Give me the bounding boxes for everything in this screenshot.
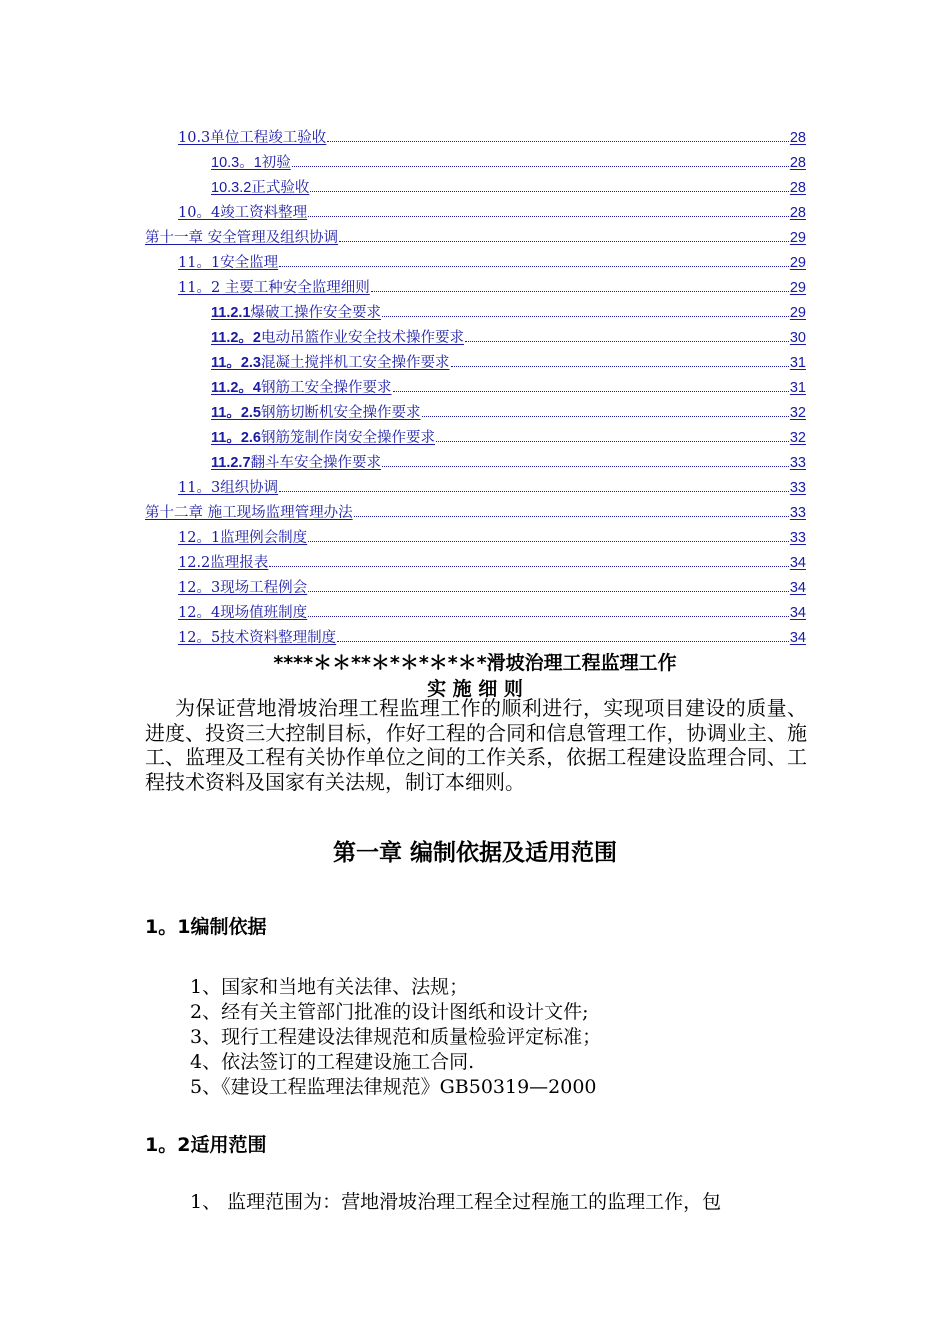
toc-leader	[269, 565, 789, 567]
toc-leader	[279, 490, 789, 492]
toc-entry-12-4[interactable]: 12。4现场值班制度 34	[178, 605, 806, 621]
toc-leader	[292, 165, 789, 167]
toc-entry-12-2[interactable]: 12.2监理报表 34	[178, 555, 806, 571]
toc-entry-11-2-1[interactable]: 11.2.1爆破工操作安全要求 29	[211, 305, 806, 321]
toc-entry-12-5[interactable]: 12。5技术资料整理制度 34	[178, 630, 806, 646]
toc-leader	[339, 240, 789, 242]
section-heading-1-2: 1。2适用范围	[145, 1134, 267, 1156]
toc-leader	[436, 440, 789, 442]
toc-leader	[337, 640, 789, 642]
toc-entry-11-2[interactable]: 11。2 主要工种安全监理细则 29	[178, 280, 806, 296]
toc-entry-10-3-2[interactable]: 10.3.2正式验收 28	[211, 180, 806, 196]
toc-entry-12-1[interactable]: 12。1监理例会制度 33	[178, 530, 806, 546]
toc-leader	[422, 415, 789, 417]
toc-entry-11-3[interactable]: 11。3组织协调 33	[178, 480, 806, 496]
toc-leader	[451, 365, 789, 367]
toc-entry-chapter-11[interactable]: 第十一章 安全管理及组织协调 29	[145, 230, 806, 246]
list-item: 5、《建设工程监理法律规范》GB50319—2000	[190, 1076, 597, 1098]
list-item: 3、现行工程建设法律规范和质量检验评定标准；	[190, 1026, 602, 1048]
list-item: 1、国家和当地有关法律、法规；	[190, 976, 469, 998]
toc-entry-chapter-12[interactable]: 第十二章 施工现场监理管理办法 33	[145, 505, 806, 521]
chapter-heading: 第一章 编制依据及适用范围	[332, 840, 617, 866]
section-heading-1-1: 1。1编制依据	[145, 916, 267, 938]
toc-entry-11-2-3[interactable]: 11。2.3混凝土搅拌机工安全操作要求 31	[211, 355, 806, 371]
toc-leader	[465, 340, 789, 342]
toc-leader	[327, 140, 789, 142]
toc-entry-11-2-5[interactable]: 11。2.5钢筋切断机安全操作要求 32	[211, 405, 806, 421]
toc-leader	[371, 290, 789, 292]
toc-leader	[308, 615, 789, 617]
toc-entry-11-2-2[interactable]: 11.2。2电动吊篮作业安全技术操作要求 30	[211, 330, 806, 346]
toc-entry-11-1[interactable]: 11。1安全监理 29	[178, 255, 806, 271]
toc-leader	[310, 190, 789, 192]
toc-leader	[393, 390, 789, 392]
document-subtitle: 实 施 细 则	[427, 678, 523, 700]
toc-leader	[354, 515, 789, 517]
toc-leader	[279, 265, 789, 267]
list-item: 2、经有关主管部门批准的设计图纸和设计文件;	[190, 1001, 589, 1023]
toc-entry-10-3[interactable]: 10.3单位工程竣工验收 28	[178, 130, 806, 146]
toc-entry-10-3-1[interactable]: 10.3。1初验 28	[211, 155, 806, 171]
toc-entry-11-2-6[interactable]: 11。2.6钢筋笼制作岗安全操作要求 32	[211, 430, 806, 446]
toc-leader	[382, 315, 789, 317]
toc-entry-11-2-7[interactable]: 11.2.7翻斗车安全操作要求 33	[211, 455, 806, 471]
toc-leader	[308, 540, 789, 542]
intro-paragraph: 为保证营地滑坡治理工程监理工作的顺利进行，实现项目建设的质量、进度、投资三大控制目标，作好工程的合同和信息管理工作，协调业主、施工、监理及工程有关协作单位之间的工作关系，依据工程建设监理合同、工程技术资料及国家有关法规，制订本细则。	[145, 696, 807, 794]
toc-leader	[308, 215, 789, 217]
toc-entry-10-4[interactable]: 10。4竣工资料整理 28	[178, 205, 806, 221]
toc-leader	[308, 590, 789, 592]
toc-entry-12-3[interactable]: 12。3现场工程例会 34	[178, 580, 806, 596]
document-title: ****＊＊**＊*＊*＊*＊*滑坡治理工程监理工作	[273, 652, 677, 674]
scope-item: 1、 监理范围为：营地滑坡治理工程全过程施工的监理工作，包	[190, 1191, 722, 1213]
toc-leader	[382, 465, 789, 467]
list-item: 4、依法签订的工程建设施工合同.	[190, 1051, 475, 1073]
toc-entry-11-2-4[interactable]: 11.2。4钢筋工安全操作要求 31	[211, 380, 806, 396]
